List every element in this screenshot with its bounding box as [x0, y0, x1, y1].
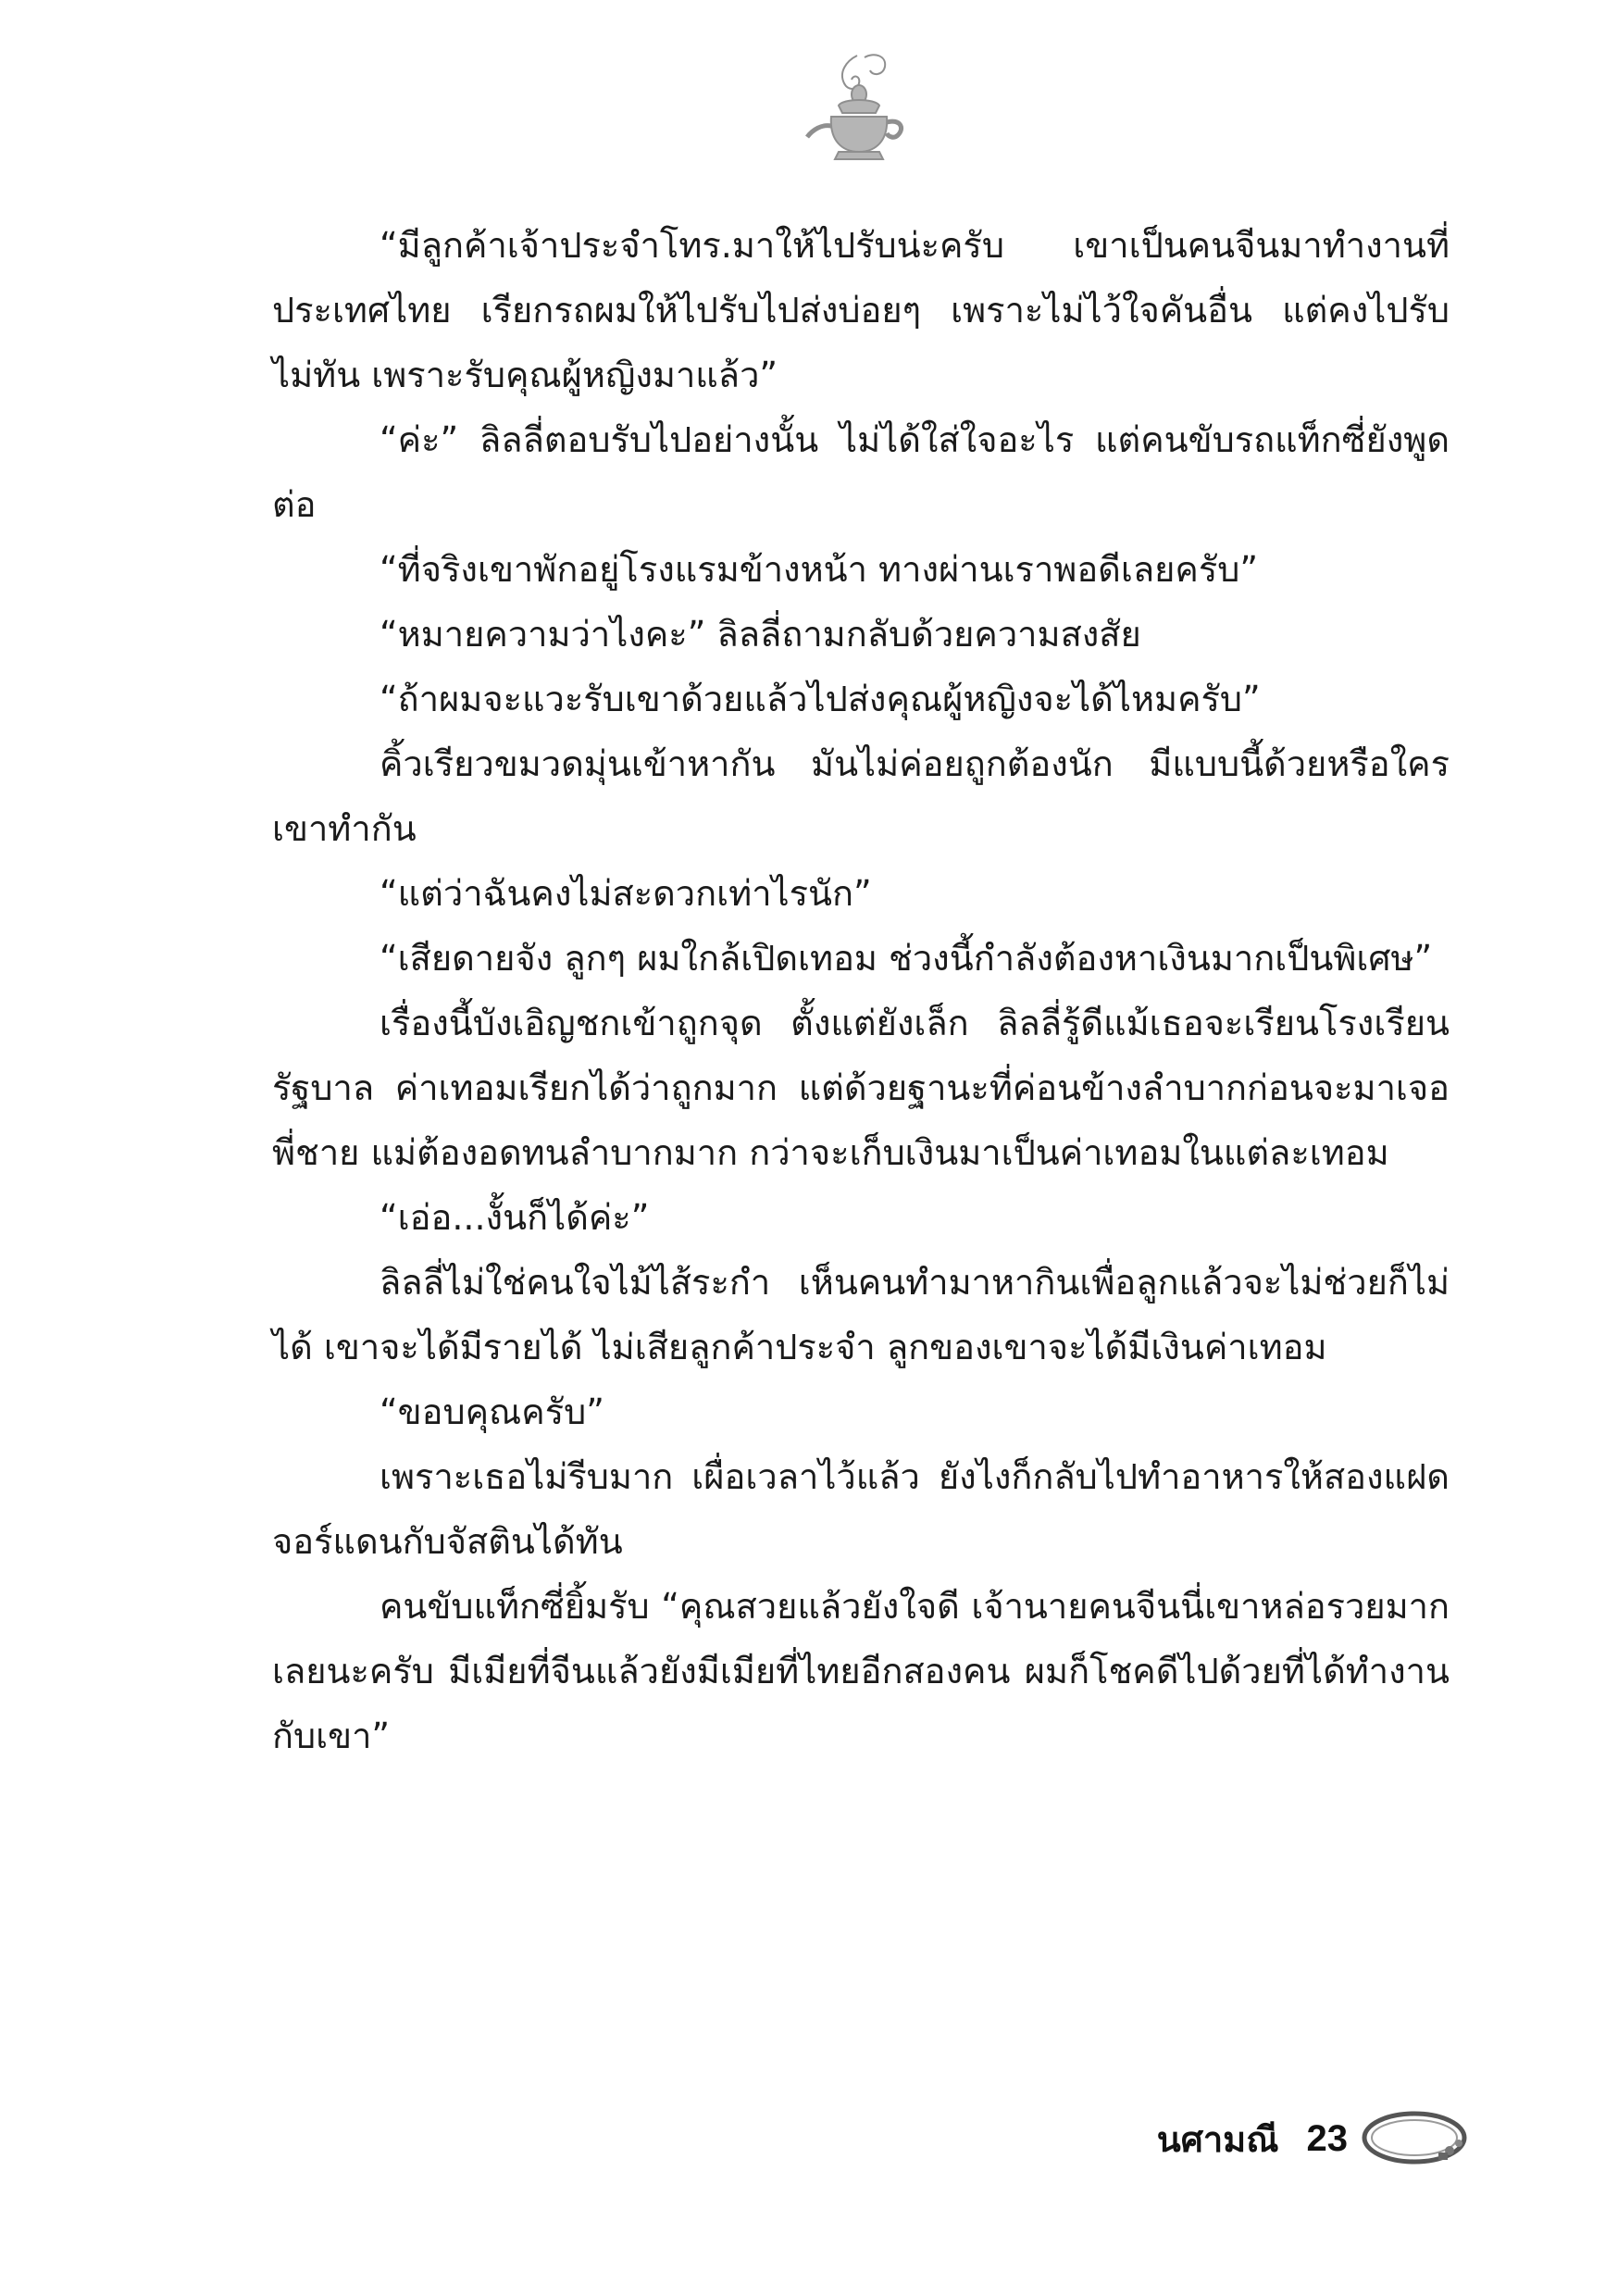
- paragraph: ลิลลี่ไม่ใช่คนใจไม้ไส้ระกำ เห็นคนทำมาหากินเพื่อลูกแล้วจะไม่ช่วยก็ไม่ได้ เขาจะได้มีรายได้ ไม่เสียลูกค้าประจำ ลูกของเขาจะได้มีเงินค่าเทอม: [272, 1262, 1450, 1367]
- paragraph: “แต่ว่าฉันคงไม่สะดวกเท่าไรนัก”: [380, 873, 872, 914]
- paragraph: คิ้วเรียวขมวดมุ่นเข้าหากัน มันไม่ค่อยถูกต้องนัก มีแบบนี้ด้วยหรือใครเขาทำกัน: [272, 743, 1450, 849]
- paragraph: เรื่องนี้บังเอิญชกเข้าถูกจุด ตั้งแต่ยังเล็ก ลิลลี่รู้ดีแม้เธอจะเรียนโรงเรียนรัฐบาล ค่าเทอมเรียกได้ว่าถูกมาก แต่ด้วยฐานะที่ค่อนข้างลำบากก่อนจะมาเจอพี่ชาย แม่ต้องอดทนลำบากมาก กว่าจะเก็บเงินมาเป็นค่าเทอมในแต่ละเทอม: [272, 1003, 1450, 1173]
- page-footer: [1157, 2102, 1470, 2176]
- page-number: 23: [1306, 2117, 1348, 2159]
- paragraph: “ขอบคุณครับ”: [380, 1391, 604, 1432]
- paragraph: “ถ้าผมจะแวะรับเขาด้วยแล้วไปส่งคุณผู้หญิงจะได้ไหมครับ”: [380, 679, 1261, 719]
- paragraph: “ที่จริงเขาพักอยู่โรงแรมข้างหน้า ทางผ่านเราพอดีเลยครับ”: [380, 549, 1259, 590]
- paragraph: เพราะเธอไม่รีบมาก เผื่อเวลาไว้แล้ว ยังไงก็กลับไปทำอาหารให้สองแฝดจอร์แดนกับจัสตินได้ทัน: [272, 1456, 1450, 1562]
- paragraph: “เอ่อ...งั้นก็ได้ค่ะ”: [380, 1197, 650, 1238]
- book-title: นศามณี: [1156, 2118, 1279, 2160]
- paragraph: “เสียดายจัง ลูกๆ ผมใกล้เปิดเทอม ช่วงนี้กำลังต้องหาเงินมากเป็นพิเศษ”: [380, 938, 1433, 979]
- paragraph: คนขับแท็กซี่ยิ้มรับ “คุณสวยแล้วยังใจดี เจ้านายคนจีนนี่เขาหล่อรวยมากเลยนะครับ มีเมียที่จีนแล้วยังมีเมียที่ไทยอีกสองคน ผมก็โชคดีไปด้วยที่ได้ทำงานกับเขา”: [272, 1586, 1450, 1756]
- teapot-fairy-icon: [802, 48, 913, 168]
- paragraph: “หมายความว่าไงคะ” ลิลลี่ถามกลับด้วยความสงสัย: [380, 614, 1141, 655]
- bracelet-icon: [1359, 2106, 1470, 2171]
- story-text: [272, 213, 1450, 1768]
- paragraph: “มีลูกค้าเจ้าประจำโทร.มาให้ไปรับน่ะครับ เขาเป็นคนจีนมาทำงานที่ประเทศไทย เรียกรถผมให้ไปรับไปส่งบ่อยๆ เพราะไม่ไว้ใจคันอื่น แต่คงไปรับไม่ทัน เพราะรับคุณผู้หญิงมาแล้ว”: [272, 225, 1450, 395]
- paragraph: “ค่ะ” ลิลลี่ตอบรับไปอย่างนั้น ไม่ได้ใส่ใจอะไร แต่คนขับรถแท็กซี่ยังพูดต่อ: [272, 419, 1450, 525]
